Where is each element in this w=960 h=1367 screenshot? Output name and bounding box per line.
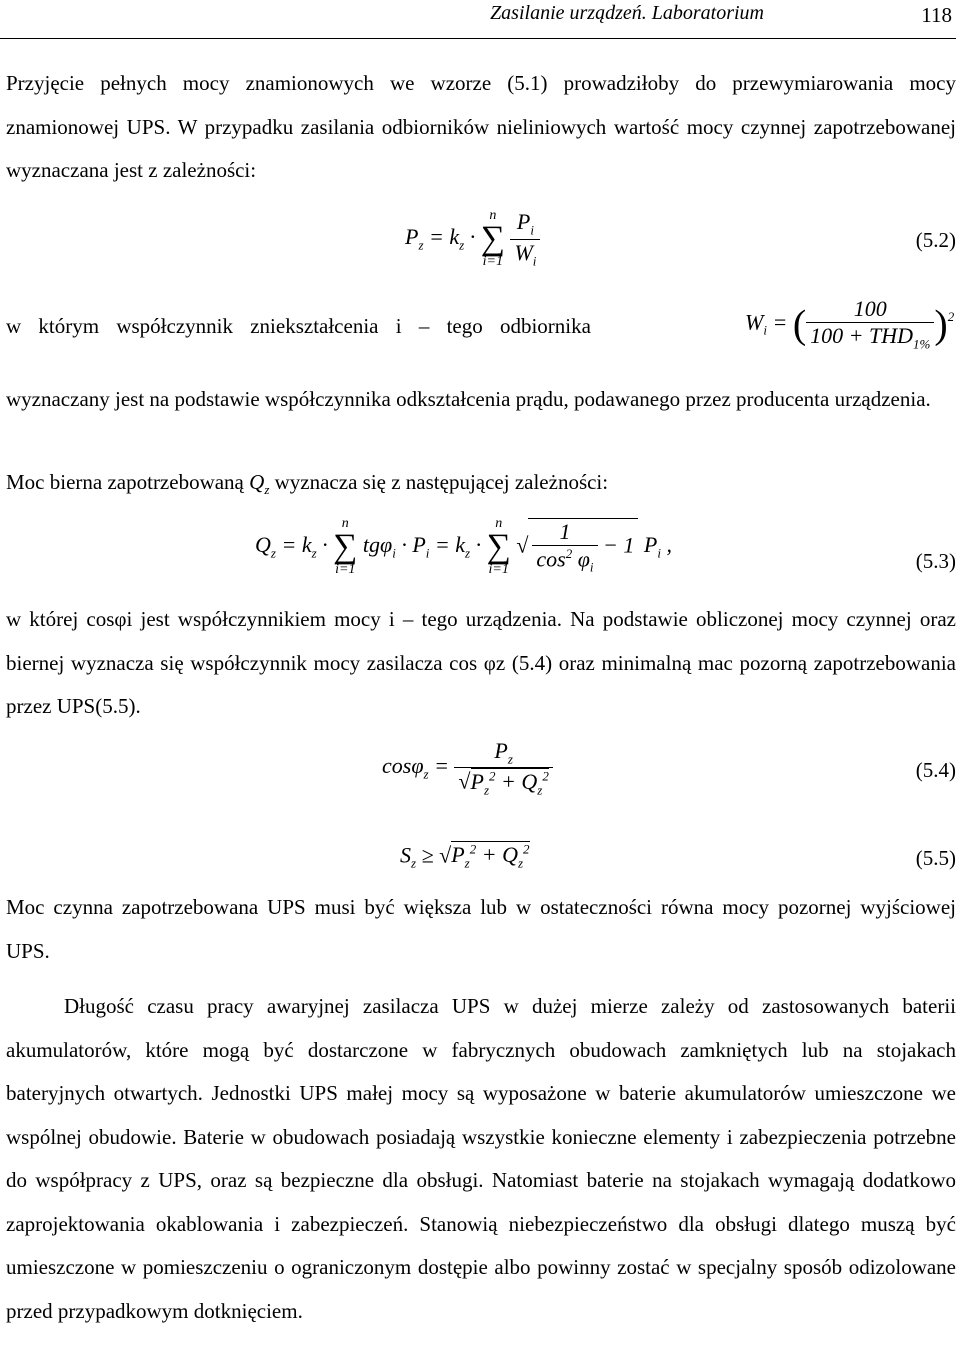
paragraph-wi-intro: w którym współczynnik zniekształcenia i – tego odbiornika — [6, 314, 591, 338]
equation-5-4: cosφ$_z$ = $\frac{P_z}{√P_z^2 + Q_z^2}$ — [382, 738, 553, 798]
equation-5-5: $S_z \ge √P_z^2 + Q_z^2$ — [400, 842, 530, 871]
equation-number-5-5: (5.5) — [915, 846, 956, 870]
sum-symbol: n ∑ i=1 — [480, 208, 505, 269]
paragraph-battery: Długość czasu pracy awaryjnej zasilacza UPS w dużej mierze zależy od zastosowanych baterii akumulatorów, które mogą być dostarczone w fabrycznych obudowach zamkniętych lub na stojakach bateryjnych otwartych. Jednostki UPS małej mocy są wyposażone w baterie akumulatorów umieszczone we wspólnej obudowie. Baterie w obudowach posiadają wszystkie konieczne elementy i zabezpieczenia potrzebne do współpracy z UPS, oraz są bezpieczne dla obsługi. Natomiast baterie na stojakach wymagają dodatkowo zaprojektowania okablowania i zabezpieczeń. Stanowią niebezpieczeństwo dla obsługi dlatego muszą być umieszczone w pomieszczeniu o ograniczonym dostępie albo powinny zostać w specjalny sposób odizolowane przed przypadkowym dotknięciem. — [6, 994, 956, 1323]
equation-5-2: $P_z = k_z$ · n ∑ i=1 $\frac{P_i}{W_i}$ — [405, 208, 540, 270]
equation-5-3: $Q_z = k_z$ · n ∑ i=1 $tg\varphi_i \cdot P_i = k_z$ · n ∑ i=1 √ $\frac{1}{\cos^2 \varphi_i}$ − 1 $P_i$ , — [255, 516, 672, 577]
paragraph-reactive-intro: Moc bierna zapotrzebowaną $Q_z$ wyznacza się z następującej zależności: — [6, 470, 609, 498]
page-header — [0, 0, 956, 39]
paragraph-intro: Przyjęcie pełnych mocy znamionowych we wzorze (5.1) prowadziłoby do przewymiarowania mocy znamionowej UPS. W przypadku zasilania odbiorników nieliniowych wartość mocy czynnej zapotrzebowanej wyznaczana jest z zależności: — [6, 71, 956, 182]
equation-number-5-3: (5.3) — [915, 549, 956, 573]
equation-number-5-2: (5.2) — [915, 228, 956, 252]
paragraph-ups-power: Moc czynna zapotrzebowana UPS musi być większa lub w ostateczności równa mocy pozornej wyjściowej UPS. — [6, 895, 956, 963]
running-title: Zasilanie urządzeń. Laboratorium — [490, 2, 764, 24]
paragraph-power-factor: w której cosφi jest współczynnikiem mocy i – tego urządzenia. Na podstawie obliczonej mocy czynnej oraz biernej wyznacza się współczynnik mocy zasilacza cos φz (5.4) oraz minimalną mac pozorną zapotrzebowania przez UPS(5.5). — [6, 607, 956, 718]
equation-wi: $W_i$ = ( $\frac{100}{100 + THD_{1\%}}$ )$^2$ — [745, 296, 955, 352]
reactive-tail-text: wyznacza się z następującej zależności: — [274, 470, 609, 494]
equation-number-5-4: (5.4) — [915, 758, 956, 782]
page-number: 118 — [921, 3, 952, 27]
paragraph-wi-explanation: wyznaczany jest na podstawie współczynnika odkształcenia prądu, podawanego przez producenta urządzenia. — [6, 387, 931, 411]
reactive-lead-text: Moc bierna zapotrzebowaną — [6, 470, 244, 494]
